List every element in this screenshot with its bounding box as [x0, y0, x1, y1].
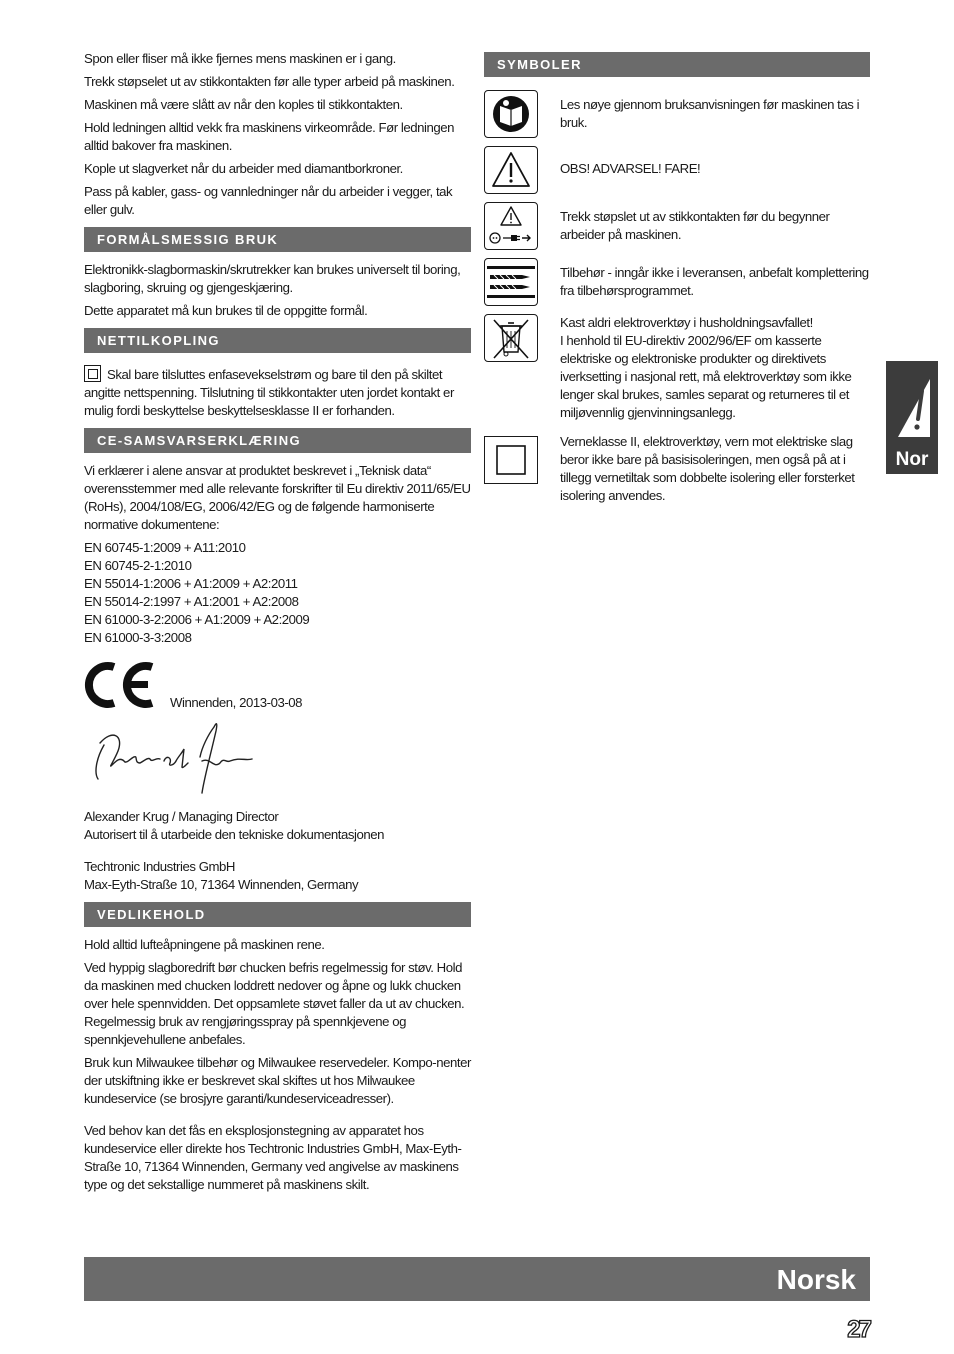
symbol-text: Verneklasse II, elektroverktøy, vern mot elektriske slag beror ikke bare på basisisoleringen, men også på at i tillegg vernetiltak som dobbelte isolering eller forsterket isolering anvendes.: [560, 434, 855, 503]
section-heading-nett: NETTILKOPLING: [84, 328, 471, 353]
intro-item: Kople ut slagverket når du arbeider med diamantborkroner.: [84, 161, 403, 176]
page-number: 27: [847, 1316, 870, 1343]
language-side-tab: [886, 361, 938, 474]
intro-item: Maskinen må være slått av når den koples til stikkontakten.: [84, 97, 403, 112]
symbol-row: [484, 202, 870, 252]
intro-list: [84, 50, 471, 219]
left-column: [84, 50, 471, 1199]
intro-item: Hold ledningen alltid vekk fra maskinens virkeområde. Før ledningen alltid bakover fra maskinen.: [84, 120, 455, 153]
ce-mark-row: [84, 661, 471, 709]
class-ii-inline-icon: [84, 365, 101, 382]
section-heading-maintenance: VEDLIKEHOLD: [84, 902, 471, 927]
symbol-text: Trekk støpslet ut av stikkontakten før du begynner arbeider på maskinen.: [560, 209, 830, 242]
crossed-bin-icon: [484, 314, 542, 364]
signature-image: [90, 717, 260, 799]
standards-list: [84, 539, 471, 647]
maint-text: Hold alltid lufteåpningene på maskinen rene.: [84, 937, 325, 952]
signature: [90, 717, 471, 804]
symbol-text: Tilbehør - inngår ikke i leveransen, anbefalt komplettering fra tilbehørsprogrammet.: [560, 265, 869, 298]
company-name: Techtronic Industries GmbH: [84, 859, 236, 874]
section-heading-formal: FORMÅLSMESSIG BRUK: [84, 227, 471, 252]
company-address: Max-Eyth-Straße 10, 71364 Winnenden, Germany: [84, 877, 359, 892]
section-heading-symbols: SYMBOLER: [484, 52, 870, 77]
nett-text: Skal bare tilsluttes enfasevekselstrøm og bare til den på skiltet angitte nettspenning. Tilslutning til stikkontakter uten jordet kontakt er mulig fordi beskyttelse beskyttelsesklasse II er forhanden.: [84, 367, 454, 418]
intro-item: Pass på kabler, gass- og vannledninger når du arbeider i vegger, tak eller gulv.: [84, 184, 453, 217]
symbol-row: [484, 146, 870, 196]
maint-text: Ved hyppig slagboredrift bør chucken befris regelmessig for støv. Hold da maskinen med chucken loddrett nedover og åpne og lukk chucken over hele spennvidden. Det oppsamlete støvet faller da ut av chucken. Regelmessig bruk av rengjøringsspray på spennkjevene og spennkjevehullene anbefales.: [84, 960, 465, 1047]
warning-triangle-icon: [484, 146, 542, 196]
accessories-icon: [484, 258, 542, 308]
standard-item: EN 55014-2:1997 + A1:2001 + A2:2008: [84, 594, 299, 609]
formal-text: Elektronikk-slagbormaskin/skrutrekker kan brukes universelt til boring, slagboring, skruing og gjengeskjæring.: [84, 262, 461, 295]
exclamation-icon: [886, 361, 938, 441]
signer-authorization: Autorisert til å utarbeide den tekniske dokumentasjonen: [84, 827, 385, 842]
standard-item: EN 60745-2-1:2010: [84, 558, 192, 573]
ce-mark-icon: [84, 661, 162, 709]
maint-text: Ved behov kan det fås en eksplosjonstegning av apparatet hos kundeservice eller direkte hos Techtronic Industries GmbH, Max-Eyth-Straße 10, 71364 Winnenden, Germany ved angivelse av maskinens type og det sekstallige nummeret på maskinens skilt.: [84, 1123, 462, 1192]
standard-item: EN 61000-3-2:2006 + A1:2009 + A2:2009: [84, 612, 310, 627]
standard-item: EN 61000-3-3:2008: [84, 630, 192, 645]
side-tab-label: Nor: [895, 449, 929, 470]
symbol-row: [484, 258, 870, 308]
section-heading-ce: CE-SAMSVARSERKLÆRING: [84, 428, 471, 453]
symbol-text: OBS! ADVARSEL! FARE!: [560, 161, 701, 176]
formal-text: Dette apparatet må kun brukes til de oppgitte formål.: [84, 303, 368, 318]
intro-item: Trekk støpselet ut av stikkontakten før alle typer arbeid på maskinen.: [84, 74, 455, 89]
signer-block: [84, 808, 471, 894]
symbol-row: [484, 356, 870, 505]
symbol-text: Les nøye gjennom bruksanvisningen før maskinen tas i bruk.: [560, 97, 860, 130]
read-manual-icon: [484, 90, 542, 140]
standard-item: EN 55014-1:2006 + A1:2009 + A2:2011: [84, 576, 298, 591]
unplug-warning-icon: [484, 202, 542, 252]
place-date: Winnenden, 2013-03-08: [170, 695, 303, 710]
ce-statement: Vi erklærer i alene ansvar at produktet beskrevet i „Teknisk data“ overensstemmer med alle relevante forskrifter til Eu direktiv 2011/65/EU (RoHs), 2004/108/EG, 2006/42/EG og de følgende harmoniserte normative dokumentene:: [84, 463, 471, 532]
right-column: [484, 50, 870, 511]
symbol-text: Kast aldri elektroverktøy i husholdningsavfallet!: [560, 315, 813, 330]
nett-paragraph: [84, 365, 471, 420]
symbol-row: [484, 90, 870, 140]
maint-text: Bruk kun Milwaukee tilbehør og Milwaukee reservedeler. Kompo-nenter der utskiftning ikke er beskrevet skal skiftes ut hos Milwaukee kundeservice (se brosjyre garanti/kundeserviceadresser).: [84, 1055, 471, 1106]
symbol-text: I henhold til EU-direktiv 2002/96/EF om kasserte elektriske og elektroniske produkter og direktivets iverksetting i nasjonal rett, må elektroverktøy som ikke lenger skal brukes, samles separat og returneres til et miljøvennlig gjenvinningsanlegg.: [560, 333, 852, 420]
class-ii-icon: [484, 436, 542, 486]
footer-language-bar: Norsk: [84, 1257, 870, 1301]
intro-item: Spon eller fliser må ikke fjernes mens maskinen er i gang.: [84, 51, 396, 66]
signer-name: Alexander Krug / Managing Director: [84, 809, 279, 824]
standard-item: EN 60745-1:2009 + A11:2010: [84, 540, 246, 555]
